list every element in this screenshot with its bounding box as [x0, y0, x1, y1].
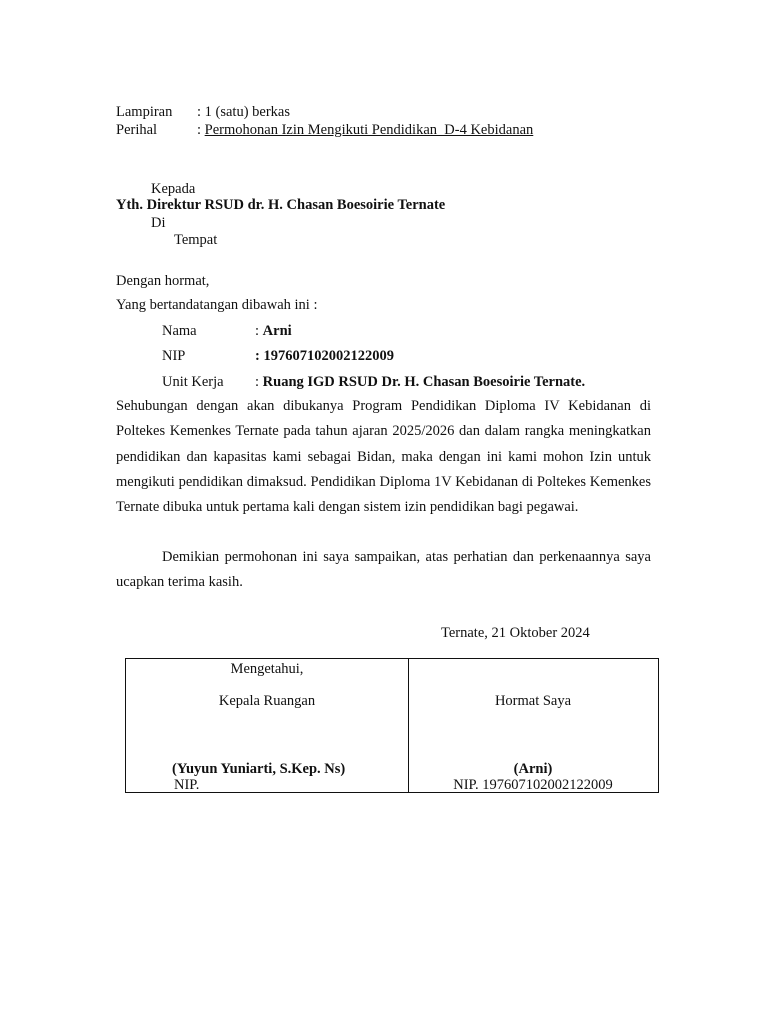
sig-left-mengetahui: Mengetahui,: [230, 661, 304, 677]
field-colon: :: [255, 374, 263, 390]
perihal-label: Perihal: [116, 122, 158, 138]
lampiran-label: Lampiran: [116, 104, 173, 120]
intro-line: Yang bertandatangan dibawah ini :: [116, 297, 318, 313]
sig-left-name: (Yuyun Yuniarti, S.Kep. Ns): [172, 761, 346, 777]
field-nama: [255, 322, 292, 340]
recipient-kepada: Kepada: [151, 181, 196, 197]
greeting: Dengan hormat,: [116, 273, 210, 289]
sig-left-title: Kepala Ruangan: [218, 693, 316, 709]
perihal-colon: :: [197, 122, 205, 138]
sig-right-name: (Arni): [513, 761, 553, 777]
paragraph-2-text: Demikian permohonan ini saya sampaikan, atas perhatian dan perkenaannya saya ucapkan terima kasih.: [116, 549, 651, 591]
lampiran-value: : 1 (satu) berkas: [197, 104, 291, 120]
sig-right-title: Hormat Saya: [494, 693, 572, 709]
body-paragraph-2: [116, 545, 651, 596]
field-value-unit-kerja: Ruang IGD RSUD Dr. H. Chasan Boesoirie Ternate.: [262, 374, 586, 390]
recipient-di: Di: [151, 215, 166, 231]
field-value-nama: Arni: [262, 323, 292, 339]
perihal-line: [197, 121, 533, 139]
field-label-unit-kerja: Unit Kerja: [162, 374, 224, 390]
field-label-nip: NIP: [162, 348, 186, 364]
body-paragraph-1: Sehubungan dengan akan dibukanya Program Pendidikan Diploma IV Kebidanan di Poltekes Kemenkes Ternate pada tahun ajaran 2025/2026 dan dalam rangka meningkatkan pendidikan dan kapasitas kami sebagai Bidan, maka dengan ini kami mohon Izin untuk mengikuti pendidikan dimaksud. Pendidikan Diploma 1V Kebidanan di Poltekes Kemenkes Ternate dibuka untuk pertama kali dengan sistem izin pendidikan bagi pegawai.: [116, 398, 651, 516]
field-unit-kerja: [255, 373, 585, 391]
place-date: Ternate, 21 Oktober 2024: [441, 625, 590, 641]
field-colon: :: [255, 323, 263, 339]
sig-left-nip: NIP.: [174, 777, 200, 793]
recipient-name: Yth. Direktur RSUD dr. H. Chasan Boesoirie Ternate: [116, 197, 446, 213]
sig-right-nip: NIP. 197607102002122009: [453, 777, 613, 793]
recipient-tempat: Tempat: [174, 232, 218, 248]
field-value-nip: : 197607102002122009: [255, 348, 394, 364]
field-label-nama: Nama: [162, 323, 197, 339]
signature-table: [125, 658, 659, 793]
perihal-value: Permohonan Izin Mengikuti Pendidikan D-4 Kebidanan: [204, 122, 534, 138]
